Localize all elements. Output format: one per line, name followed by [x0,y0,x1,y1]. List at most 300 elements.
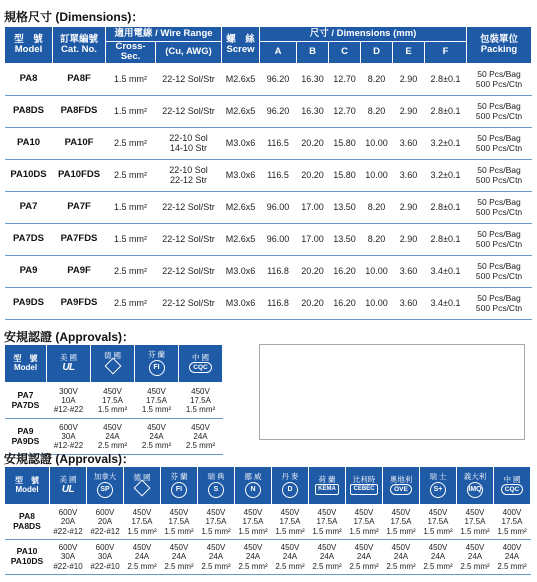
packing-ctn: 500 Pcs/Ctn [475,303,523,314]
rating-line: 600V [59,422,78,432]
packing-cell [467,63,532,95]
screw-cell: M2.6x5 [222,191,260,223]
ap2-header-cn: 加拿大 [93,472,117,482]
ul-mark-icon: UL [62,362,75,374]
model-line: PA7 [17,389,34,400]
dim-b-cell: 17.00 [297,223,329,255]
awg-cell [156,159,222,191]
rating-line: 600V [95,543,115,553]
rating-cell [161,505,198,540]
model-cell: PA8DS [5,95,53,127]
cat-no-cell: PA9F [53,255,106,287]
packing-ctn: 500 Pcs/Ctn [475,111,523,122]
packing-bag: 50 Pcs/Bag [477,228,521,239]
ap2-header-cn: 芬 蘭 [170,472,188,482]
screw-cell: M2.6x5 [222,223,260,255]
cqc-mark-icon: CQC [189,362,211,373]
dim-b-cell: 20.20 [297,287,329,319]
rating-line: 17.5A [102,395,123,405]
ap2-header [87,467,124,505]
rating-line: 450V [191,386,210,396]
screw-cell: M3.0x6 [222,127,260,159]
model-cell [5,383,47,419]
rating-cell [87,505,124,540]
ap2-header-cn: 美 國 [59,474,77,484]
dim-c-cell: 15.80 [329,159,361,191]
awg-cell [156,63,222,95]
model-header-cn: 型 號 [14,33,43,45]
rating-line: 450V [169,543,189,553]
screw-cell: M2.6x5 [222,95,260,127]
cebec-mark-icon: CEBEC [350,484,377,495]
packing-ctn: 500 Pcs/Ctn [475,143,523,154]
table-row [5,540,531,575]
approvals-big-table [4,466,531,575]
ap1-header [135,345,179,383]
screw-header-cn: 螺 絲 [226,33,255,45]
cross-section-cell: 1.5 mm² [106,95,156,127]
dim-a-cell: 116.8 [260,255,297,287]
ap2-model-header [5,467,50,505]
col-model-header [5,27,53,64]
rating-line: 400V [502,508,522,518]
rating-cell [420,540,457,575]
screw-cell: M3.0x6 [222,159,260,191]
awg-line: 22-12 Sol/Str [162,106,215,117]
dim-c-cell: 15.80 [329,127,361,159]
rating-line: 1.5 mm² [201,526,231,536]
awg-cell [156,95,222,127]
awg-line: 22-12 Sol/Str [162,202,215,213]
ap1-header-cn: 芬 蘭 [147,350,166,360]
table-row [5,63,532,95]
rating-cell [135,419,179,455]
sev-mark-icon: S+ [430,482,446,498]
dim-e-cell: 3.60 [393,255,425,287]
table-row [5,255,532,287]
dim-f-cell: 3.2±0.1 [425,159,467,191]
rating-cell [50,540,87,575]
dim-a-cell: 116.5 [260,127,297,159]
rating-line: 1.5 mm² [238,526,268,536]
awg-line: 22-12 Sol/Str [162,266,215,277]
rating-line: 17.5A [205,517,227,527]
rating-line: 24A [149,431,164,441]
table-row [5,383,223,419]
rating-line: 1.5 mm² [497,526,527,536]
dim-f-cell: 2.8±0.1 [425,223,467,255]
col-d-header: D [361,42,393,64]
rating-line: 24A [208,552,224,562]
rating-line: 10A [61,395,76,405]
pack-header-cn: 包裝單位 [480,33,519,45]
packing-cell [467,191,532,223]
ap2-header-cn: 比利時 [352,475,376,485]
rating-line: 17.5A [146,395,167,405]
rating-line: 450V [354,508,374,518]
rating-line: 2.5 mm² [275,561,305,571]
dim-d-cell: 8.20 [361,191,393,223]
rating-line: 600V [58,508,78,518]
ap1-header [179,345,223,383]
rating-line: 450V [103,422,122,432]
dim-e-cell: 3.60 [393,159,425,191]
rating-line: 450V [317,508,337,518]
dim-a-cell: 96.00 [260,191,297,223]
ap1-model-header [5,345,47,383]
pack-header-en: Packing [480,43,518,55]
rating-cell [198,540,235,575]
rating-line: 17.5A [501,517,523,527]
table-row [5,191,532,223]
rating-cell [161,540,198,575]
awg-cell [156,127,222,159]
approvals-small-table [4,344,223,455]
rating-cell [179,383,223,419]
packing-cell [467,255,532,287]
imq-mark-icon: IMQ [467,482,483,498]
rating-line: 30A [60,552,76,562]
dimensions-title-en: (Dimensions)： [55,10,144,24]
awg-line: 22-12 Sol/Str [162,234,215,245]
rating-line: 450V [465,543,485,553]
model-line: PA10 [16,546,38,557]
model-cell [5,505,50,540]
ap2-header-cn: 瑞 典 [207,472,225,482]
rating-cell [235,540,272,575]
vde-mark-icon [104,358,121,375]
rating-line: 17.5A [390,517,412,527]
ap2-header-cn: 義大利 [463,472,487,482]
approvals-big-title [4,450,134,467]
rating-line: 1.5 mm² [275,526,305,536]
rating-line: 1.5 mm² [460,526,490,536]
ap2-header [346,467,383,505]
col-awg-header: (Cu, AWG) [156,42,222,64]
ap1-model-header-en: Model [13,362,38,372]
model-line: PA9 [17,425,34,436]
ap2-header [235,467,272,505]
rating-line: 24A [105,431,120,441]
rating-line: 17.5A [427,517,449,527]
rating-line: #12-#22 [53,405,84,415]
rating-line: 1.5 mm² [349,526,379,536]
dim-a-cell: 96.20 [260,95,297,127]
dim-e-cell: 3.60 [393,287,425,319]
kema-mark-icon: KEMA [315,484,339,495]
ap2-header [420,467,457,505]
rating-line: 17.5A [168,517,190,527]
dim-b-cell: 17.00 [297,191,329,223]
ul-mark-icon: UL [61,484,75,496]
rating-line: 1.5 mm² [423,526,453,536]
ap1-model-header-cn: 型 號 [13,353,38,363]
dim-f-cell: 2.8±0.1 [425,63,467,95]
rating-cell [272,505,309,540]
dimensions-table [4,26,532,320]
rating-line: 2.5 mm² [185,441,216,451]
ap2-header-cn: 挪 威 [244,472,262,482]
rating-line: 450V [132,508,152,518]
rating-line: 450V [280,508,300,518]
col-wire-header: 適用電線 / Wire Range [106,27,222,42]
dim-e-cell: 2.90 [393,63,425,95]
rating-line: 24A [245,552,261,562]
dim-a-cell: 116.5 [260,159,297,191]
rating-cell [420,505,457,540]
awg-line: 22-12 Sol/Str [162,298,215,309]
packing-ctn: 500 Pcs/Ctn [475,271,523,282]
rating-line: 450V [391,508,411,518]
rating-line: 24A [467,552,483,562]
rating-cell [346,540,383,575]
packing-bag: 50 Pcs/Bag [477,292,521,303]
rating-line: 2.5 mm² [97,441,128,451]
rating-line: 20A [60,517,76,527]
table-row [5,95,532,127]
screw-cell: M3.0x6 [222,287,260,319]
awg-cell [156,287,222,319]
rating-line: 2.5 mm² [201,561,231,571]
model-cell: PA9 [5,255,53,287]
ap2-header [50,467,87,505]
rating-cell [457,505,494,540]
dim-c-cell: 13.50 [329,223,361,255]
nemko-mark-icon: N [245,482,261,498]
ap2-header-cn: 中 國 [503,474,521,484]
fi-mark-icon: FI [171,482,187,498]
ap2-header-cn: 德 國 [133,472,151,482]
csa-mark-icon: SP [97,482,113,498]
awg-cell [156,191,222,223]
rating-line: 2.5 mm² [312,561,342,571]
dim-f-cell: 2.8±0.1 [425,95,467,127]
ap1-header [47,345,91,383]
rating-line: 1.5 mm² [127,526,157,536]
cat-no-cell: PA8FDS [53,95,106,127]
rating-line: 17.5A [316,517,338,527]
rating-line: 2.5 mm² [349,561,379,571]
rating-cell [87,540,124,575]
rating-line: 24A [171,552,187,562]
cat-no-cell: PA10FDS [53,159,106,191]
rating-cell [272,540,309,575]
rating-line: 300V [59,386,78,396]
rating-line: 450V [280,543,300,553]
awg-line: 14-10 Str [169,143,208,154]
rating-line: 2.5 mm² [386,561,416,571]
rating-cell [383,540,420,575]
dim-b-cell: 20.20 [297,127,329,159]
table-row [5,223,532,255]
fi-mark-icon: FI [149,360,165,376]
cross-section-cell: 1.5 mm² [106,191,156,223]
ap1-header-cn: 美 國 [59,352,78,362]
col-screw-header [222,27,260,64]
rating-line: #22-#12 [90,526,120,536]
model-cell: PA10DS [5,159,53,191]
dim-e-cell: 3.60 [393,127,425,159]
ap2-header [457,467,494,505]
dim-b-cell: 16.30 [297,95,329,127]
dim-e-cell: 2.90 [393,95,425,127]
rating-line: 450V [147,422,166,432]
dim-d-cell: 8.20 [361,223,393,255]
model-cell: PA8 [5,63,53,95]
rating-line: 24A [319,552,335,562]
ap2-header-cn: 荷 蘭 [318,475,336,485]
rating-line: 2.5 mm² [423,561,453,571]
rating-line: 24A [134,552,150,562]
rating-line: 1.5 mm² [141,405,172,415]
rating-cell [457,540,494,575]
dim-c-cell: 16.20 [329,255,361,287]
rating-line: 450V [206,543,226,553]
ap2-header [198,467,235,505]
rating-line: 24A [430,552,446,562]
dim-e-cell: 2.90 [393,191,425,223]
cross-section-cell: 1.5 mm² [106,223,156,255]
rating-line: 600V [58,543,78,553]
awg-cell [156,255,222,287]
approvals-small-title-en: (Approvals)： [55,330,135,344]
dim-d-cell: 8.20 [361,63,393,95]
ap2-header [161,467,198,505]
rating-cell [198,505,235,540]
dim-c-cell: 16.20 [329,287,361,319]
packing-cell [467,287,532,319]
rating-line: 600V [95,508,115,518]
ap2-header-cn: 瑞 士 [429,472,447,482]
model-header-en: Model [14,43,43,55]
rating-line: 450V [103,386,122,396]
packing-cell [467,223,532,255]
rating-line: 450V [428,508,448,518]
screw-cell: M2.6x5 [222,63,260,95]
rating-line: 2.5 mm² [238,561,268,571]
dim-d-cell: 10.00 [361,255,393,287]
rating-line: 450V [132,543,152,553]
vde-mark-icon [134,480,151,497]
dimensions-title-cn: 規格尺寸 [4,10,53,24]
dim-d-cell: 8.20 [361,95,393,127]
ap2-header [309,467,346,505]
cross-section-cell: 2.5 mm² [106,255,156,287]
dim-a-cell: 116.8 [260,287,297,319]
rating-line: 450V [465,508,485,518]
col-b-header: B [297,42,329,64]
col-e-header: E [393,42,425,64]
rating-cell [135,383,179,419]
model-line: PA8 [19,511,35,522]
dim-f-cell: 3.4±0.1 [425,287,467,319]
rating-line: 450V [169,508,189,518]
dim-b-cell: 16.30 [297,63,329,95]
packing-ctn: 500 Pcs/Ctn [475,239,523,250]
awg-line: 22-10 Sol [169,165,208,176]
dim-b-cell: 20.20 [297,255,329,287]
blank-frame [259,344,525,440]
dim-b-cell: 20.20 [297,159,329,191]
packing-cell [467,127,532,159]
ap2-header-cn: 丹 麥 [281,472,299,482]
packing-bag: 50 Pcs/Bag [477,68,521,79]
approvals-big-title-cn: 安規認證 [4,452,53,466]
col-cat-header [53,27,106,64]
col-dims-header: 尺寸 / Dimensions (mm) [260,27,467,42]
packing-bag: 50 Pcs/Bag [477,132,521,143]
rating-cell [383,505,420,540]
awg-line: 22-12 Str [169,175,208,186]
packing-cell [467,95,532,127]
rating-cell [235,505,272,540]
cqc-mark-icon: CQC [501,484,523,495]
semko-mark-icon: S [208,482,224,498]
cross-section-cell: 2.5 mm² [106,127,156,159]
ap1-header-cn: 中 國 [191,352,210,362]
screw-cell: M3.0x6 [222,255,260,287]
rating-line: 450V [243,508,263,518]
cat-no-cell: PA9FDS [53,287,106,319]
dim-f-cell: 3.4±0.1 [425,255,467,287]
rating-line: 400V [502,543,522,553]
rating-line: 17.5A [279,517,301,527]
rating-line: 2.5 mm² [127,561,157,571]
ap2-header-cn: 奧地利 [389,474,413,484]
cat-header-cn: 訂單編號 [59,33,98,45]
rating-cell [124,505,161,540]
dim-c-cell: 13.50 [329,191,361,223]
dimensions-title [4,8,143,25]
approvals-big-title-en: (Approvals)： [55,452,135,466]
ap1-header [91,345,135,383]
packing-cell [467,159,532,191]
rating-line: #22-#10 [53,561,83,571]
approvals-small-title [4,328,134,345]
model-line: PA9DS [11,435,40,446]
rating-line: 450V [428,543,448,553]
packing-ctn: 500 Pcs/Ctn [475,207,523,218]
dim-d-cell: 10.00 [361,287,393,319]
table-row [5,287,532,319]
rating-line: 17.5A [242,517,264,527]
rating-cell [309,540,346,575]
col-pack-header [467,27,532,64]
cross-section-cell: 2.5 mm² [106,159,156,191]
rating-line: 2.5 mm² [141,441,172,451]
rating-line: 24A [282,552,298,562]
rating-line: 17.5A [131,517,153,527]
model-cell: PA10 [5,127,53,159]
rating-line: 24A [193,431,208,441]
ap2-model-header-en: Model [15,484,39,494]
rating-line: 2.5 mm² [460,561,490,571]
dim-c-cell: 12.70 [329,95,361,127]
dim-f-cell: 2.8±0.1 [425,191,467,223]
rating-line: 20A [97,517,113,527]
awg-line: 22-12 Sol/Str [162,74,215,85]
model-cell: PA9DS [5,287,53,319]
packing-bag: 50 Pcs/Bag [477,164,521,175]
col-cross-header: Cross-Sec. [106,42,156,64]
table-row [5,505,531,540]
rating-line: 1.5 mm² [185,405,216,415]
rating-line: 450V [317,543,337,553]
dim-f-cell: 3.2±0.1 [425,127,467,159]
cat-no-cell: PA8F [53,63,106,95]
rating-line: 450V [391,543,411,553]
ap2-header [494,467,531,505]
